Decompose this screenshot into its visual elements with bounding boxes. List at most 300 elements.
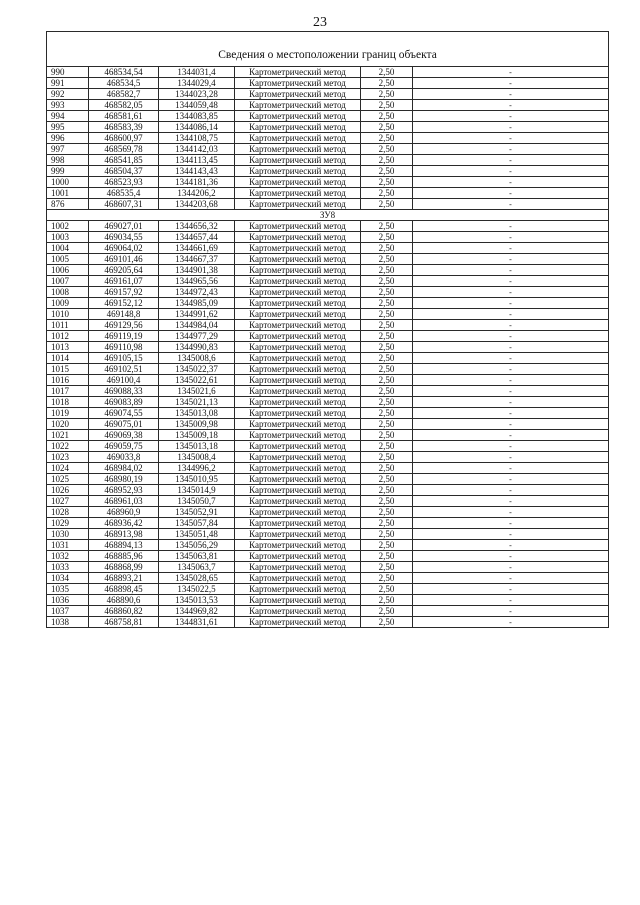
description-cell: - — [413, 518, 609, 529]
description-cell: - — [413, 298, 609, 309]
table-row — [47, 243, 609, 254]
x-coordinate-cell: 469075,01 — [89, 419, 159, 430]
method-cell: Картометрический метод — [235, 133, 361, 144]
y-coordinate-cell: 1344142,03 — [159, 144, 235, 155]
method-cell: Картометрический метод — [235, 254, 361, 265]
point-number-cell: 1006 — [47, 265, 89, 276]
method-cell: Картометрический метод — [235, 518, 361, 529]
point-number-cell: 1023 — [47, 452, 89, 463]
point-number-cell: 1028 — [47, 507, 89, 518]
y-coordinate-cell: 1345013,18 — [159, 441, 235, 452]
point-number-cell: 1003 — [47, 232, 89, 243]
table-caption-row — [47, 32, 609, 67]
method-cell: Картометрический метод — [235, 507, 361, 518]
y-coordinate-cell: 1345022,61 — [159, 375, 235, 386]
y-coordinate-cell: 1344656,32 — [159, 221, 235, 232]
y-coordinate-cell: 1345008,4 — [159, 452, 235, 463]
method-cell: Картометрический метод — [235, 78, 361, 89]
x-coordinate-cell: 469101,46 — [89, 254, 159, 265]
y-coordinate-cell: 1345014,9 — [159, 485, 235, 496]
description-cell: - — [413, 320, 609, 331]
y-coordinate-cell: 1345056,29 — [159, 540, 235, 551]
x-coordinate-cell: 469152,12 — [89, 298, 159, 309]
method-cell: Картометрический метод — [235, 309, 361, 320]
accuracy-cell: 2,50 — [361, 287, 413, 298]
accuracy-cell: 2,50 — [361, 540, 413, 551]
description-cell: - — [413, 353, 609, 364]
method-cell: Картометрический метод — [235, 562, 361, 573]
description-cell: - — [413, 199, 609, 210]
method-cell: Картометрический метод — [235, 573, 361, 584]
point-number-cell: 1037 — [47, 606, 89, 617]
description-cell: - — [413, 529, 609, 540]
accuracy-cell: 2,50 — [361, 364, 413, 375]
y-coordinate-cell: 1344972,43 — [159, 287, 235, 298]
x-coordinate-cell: 469088,33 — [89, 386, 159, 397]
accuracy-cell: 2,50 — [361, 507, 413, 518]
description-cell: - — [413, 386, 609, 397]
table-row — [47, 562, 609, 573]
table-row — [47, 166, 609, 177]
point-number-cell: 1027 — [47, 496, 89, 507]
point-number-cell: 1032 — [47, 551, 89, 562]
method-cell: Картометрический метод — [235, 166, 361, 177]
point-number-cell: 1007 — [47, 276, 89, 287]
table-row — [47, 265, 609, 276]
accuracy-cell: 2,50 — [361, 166, 413, 177]
y-coordinate-cell: 1344108,75 — [159, 133, 235, 144]
point-number-cell: 1024 — [47, 463, 89, 474]
description-cell: - — [413, 89, 609, 100]
point-number-cell: 1031 — [47, 540, 89, 551]
y-coordinate-cell: 1345057,84 — [159, 518, 235, 529]
table-row — [47, 419, 609, 430]
accuracy-cell: 2,50 — [361, 309, 413, 320]
table-row — [47, 606, 609, 617]
y-coordinate-cell: 1344031,4 — [159, 67, 235, 78]
x-coordinate-cell: 468868,99 — [89, 562, 159, 573]
point-number-cell: 1026 — [47, 485, 89, 496]
x-coordinate-cell: 468860,82 — [89, 606, 159, 617]
accuracy-cell: 2,50 — [361, 199, 413, 210]
method-cell: Картометрический метод — [235, 584, 361, 595]
page-number: 23 — [313, 15, 327, 30]
table-row — [47, 507, 609, 518]
accuracy-cell: 2,50 — [361, 254, 413, 265]
y-coordinate-cell: 1344206,2 — [159, 188, 235, 199]
y-coordinate-cell: 1344985,09 — [159, 298, 235, 309]
accuracy-cell: 2,50 — [361, 595, 413, 606]
point-number-cell: 1030 — [47, 529, 89, 540]
table-row — [47, 177, 609, 188]
x-coordinate-cell: 469083,89 — [89, 397, 159, 408]
description-cell: - — [413, 397, 609, 408]
method-cell: Картометрический метод — [235, 364, 361, 375]
x-coordinate-cell: 469110,98 — [89, 342, 159, 353]
method-cell: Картометрический метод — [235, 342, 361, 353]
accuracy-cell: 2,50 — [361, 221, 413, 232]
table-row — [47, 364, 609, 375]
point-number-cell: 1002 — [47, 221, 89, 232]
description-cell: - — [413, 463, 609, 474]
y-coordinate-cell: 1344143,43 — [159, 166, 235, 177]
y-coordinate-cell: 1345028,65 — [159, 573, 235, 584]
accuracy-cell: 2,50 — [361, 606, 413, 617]
x-coordinate-cell: 468980,19 — [89, 474, 159, 485]
x-coordinate-cell: 469157,92 — [89, 287, 159, 298]
method-cell: Картометрический метод — [235, 320, 361, 331]
table-row — [47, 67, 609, 78]
table-row — [47, 441, 609, 452]
x-coordinate-cell: 469129,56 — [89, 320, 159, 331]
method-cell: Картометрический метод — [235, 287, 361, 298]
table-row — [47, 111, 609, 122]
description-cell: - — [413, 221, 609, 232]
y-coordinate-cell: 1344667,37 — [159, 254, 235, 265]
description-cell: - — [413, 111, 609, 122]
y-coordinate-cell: 1344083,85 — [159, 111, 235, 122]
x-coordinate-cell: 468569,78 — [89, 144, 159, 155]
description-cell: - — [413, 364, 609, 375]
description-cell: - — [413, 617, 609, 628]
y-coordinate-cell: 1345022,37 — [159, 364, 235, 375]
method-cell: Картометрический метод — [235, 155, 361, 166]
accuracy-cell: 2,50 — [361, 144, 413, 155]
method-cell: Картометрический метод — [235, 89, 361, 100]
x-coordinate-cell: 468582,7 — [89, 89, 159, 100]
x-coordinate-cell: 468600,97 — [89, 133, 159, 144]
method-cell: Картометрический метод — [235, 397, 361, 408]
point-number-cell: 1035 — [47, 584, 89, 595]
table-row — [47, 584, 609, 595]
table-row — [47, 474, 609, 485]
accuracy-cell: 2,50 — [361, 419, 413, 430]
x-coordinate-cell: 469100,4 — [89, 375, 159, 386]
group-label: ЗУ8 — [47, 210, 609, 221]
point-number-cell: 1015 — [47, 364, 89, 375]
x-coordinate-cell: 468541,85 — [89, 155, 159, 166]
accuracy-cell: 2,50 — [361, 188, 413, 199]
accuracy-cell: 2,50 — [361, 617, 413, 628]
method-cell: Картометрический метод — [235, 408, 361, 419]
method-cell: Картометрический метод — [235, 375, 361, 386]
description-cell: - — [413, 144, 609, 155]
method-cell: Картометрический метод — [235, 331, 361, 342]
table-row — [47, 573, 609, 584]
table-row — [47, 485, 609, 496]
method-cell: Картометрический метод — [235, 353, 361, 364]
accuracy-cell: 2,50 — [361, 408, 413, 419]
x-coordinate-cell: 469034,55 — [89, 232, 159, 243]
y-coordinate-cell: 1344657,44 — [159, 232, 235, 243]
table-row — [47, 320, 609, 331]
description-cell: - — [413, 584, 609, 595]
point-number-cell: 990 — [47, 67, 89, 78]
description-cell: - — [413, 265, 609, 276]
table-row — [47, 155, 609, 166]
method-cell: Картометрический метод — [235, 243, 361, 254]
accuracy-cell: 2,50 — [361, 584, 413, 595]
y-coordinate-cell: 1344969,82 — [159, 606, 235, 617]
method-cell: Картометрический метод — [235, 111, 361, 122]
y-coordinate-cell: 1345052,91 — [159, 507, 235, 518]
point-number-cell: 1012 — [47, 331, 89, 342]
point-number-cell: 1013 — [47, 342, 89, 353]
point-number-cell: 1034 — [47, 573, 89, 584]
table-row — [47, 595, 609, 606]
method-cell: Картометрический метод — [235, 485, 361, 496]
accuracy-cell: 2,50 — [361, 100, 413, 111]
x-coordinate-cell: 469069,38 — [89, 430, 159, 441]
x-coordinate-cell: 468607,31 — [89, 199, 159, 210]
x-coordinate-cell: 468893,21 — [89, 573, 159, 584]
table-row — [47, 375, 609, 386]
method-cell: Картометрический метод — [235, 540, 361, 551]
point-number-cell: 991 — [47, 78, 89, 89]
table-row — [47, 89, 609, 100]
method-cell: Картометрический метод — [235, 529, 361, 540]
x-coordinate-cell: 469033,8 — [89, 452, 159, 463]
description-cell: - — [413, 485, 609, 496]
description-cell: - — [413, 551, 609, 562]
table-row — [47, 617, 609, 628]
accuracy-cell: 2,50 — [361, 342, 413, 353]
table-row — [47, 452, 609, 463]
point-number-cell: 1018 — [47, 397, 89, 408]
point-number-cell: 1010 — [47, 309, 89, 320]
table-row — [47, 254, 609, 265]
method-cell: Картометрический метод — [235, 177, 361, 188]
method-cell: Картометрический метод — [235, 276, 361, 287]
point-number-cell: 998 — [47, 155, 89, 166]
accuracy-cell: 2,50 — [361, 122, 413, 133]
description-cell: - — [413, 562, 609, 573]
description-cell: - — [413, 430, 609, 441]
accuracy-cell: 2,50 — [361, 155, 413, 166]
description-cell: - — [413, 155, 609, 166]
method-cell: Картометрический метод — [235, 551, 361, 562]
method-cell: Картометрический метод — [235, 386, 361, 397]
method-cell: Картометрический метод — [235, 441, 361, 452]
accuracy-cell: 2,50 — [361, 320, 413, 331]
accuracy-cell: 2,50 — [361, 133, 413, 144]
accuracy-cell: 2,50 — [361, 111, 413, 122]
y-coordinate-cell: 1345051,48 — [159, 529, 235, 540]
table-row — [47, 386, 609, 397]
table-row — [47, 188, 609, 199]
table-row — [47, 100, 609, 111]
x-coordinate-cell: 468890,6 — [89, 595, 159, 606]
point-number-cell: 1014 — [47, 353, 89, 364]
table-row — [47, 232, 609, 243]
point-number-cell: 1025 — [47, 474, 89, 485]
x-coordinate-cell: 468582,05 — [89, 100, 159, 111]
x-coordinate-cell: 468913,98 — [89, 529, 159, 540]
point-number-cell: 993 — [47, 100, 89, 111]
x-coordinate-cell: 468534,5 — [89, 78, 159, 89]
table-row — [47, 540, 609, 551]
table-row — [47, 133, 609, 144]
x-coordinate-cell: 468984,02 — [89, 463, 159, 474]
accuracy-cell: 2,50 — [361, 463, 413, 474]
x-coordinate-cell: 468898,45 — [89, 584, 159, 595]
table-row — [47, 342, 609, 353]
y-coordinate-cell: 1345063,81 — [159, 551, 235, 562]
y-coordinate-cell: 1344023,28 — [159, 89, 235, 100]
y-coordinate-cell: 1344984,04 — [159, 320, 235, 331]
accuracy-cell: 2,50 — [361, 573, 413, 584]
boundary-coordinates-table — [46, 31, 609, 628]
accuracy-cell: 2,50 — [361, 177, 413, 188]
accuracy-cell: 2,50 — [361, 232, 413, 243]
description-cell: - — [413, 441, 609, 452]
table-row — [47, 397, 609, 408]
accuracy-cell: 2,50 — [361, 529, 413, 540]
method-cell: Картометрический метод — [235, 419, 361, 430]
point-number-cell: 1016 — [47, 375, 89, 386]
point-number-cell: 1017 — [47, 386, 89, 397]
point-number-cell: 1019 — [47, 408, 89, 419]
method-cell: Картометрический метод — [235, 265, 361, 276]
point-number-cell: 995 — [47, 122, 89, 133]
table-row — [47, 331, 609, 342]
description-cell: - — [413, 78, 609, 89]
x-coordinate-cell: 468535,4 — [89, 188, 159, 199]
x-coordinate-cell: 468952,93 — [89, 485, 159, 496]
table-row — [47, 199, 609, 210]
y-coordinate-cell: 1345021,6 — [159, 386, 235, 397]
table-row — [47, 408, 609, 419]
table-row — [47, 529, 609, 540]
x-coordinate-cell: 468534,54 — [89, 67, 159, 78]
point-number-cell: 1036 — [47, 595, 89, 606]
accuracy-cell: 2,50 — [361, 518, 413, 529]
method-cell: Картометрический метод — [235, 595, 361, 606]
x-coordinate-cell: 469027,01 — [89, 221, 159, 232]
point-number-cell: 997 — [47, 144, 89, 155]
point-number-cell: 1033 — [47, 562, 89, 573]
accuracy-cell: 2,50 — [361, 331, 413, 342]
description-cell: - — [413, 540, 609, 551]
accuracy-cell: 2,50 — [361, 551, 413, 562]
accuracy-cell: 2,50 — [361, 353, 413, 364]
description-cell: - — [413, 133, 609, 144]
point-number-cell: 999 — [47, 166, 89, 177]
description-cell: - — [413, 474, 609, 485]
x-coordinate-cell: 468885,96 — [89, 551, 159, 562]
x-coordinate-cell: 469148,8 — [89, 309, 159, 320]
point-number-cell: 876 — [47, 199, 89, 210]
method-cell: Картометрический метод — [235, 298, 361, 309]
y-coordinate-cell: 1345063,7 — [159, 562, 235, 573]
accuracy-cell: 2,50 — [361, 276, 413, 287]
accuracy-cell: 2,50 — [361, 386, 413, 397]
table-row — [47, 122, 609, 133]
y-coordinate-cell: 1344181,36 — [159, 177, 235, 188]
method-cell: Картометрический метод — [235, 188, 361, 199]
description-cell: - — [413, 573, 609, 584]
method-cell: Картометрический метод — [235, 452, 361, 463]
description-cell: - — [413, 232, 609, 243]
description-cell: - — [413, 496, 609, 507]
y-coordinate-cell: 1345022,5 — [159, 584, 235, 595]
method-cell: Картометрический метод — [235, 67, 361, 78]
description-cell: - — [413, 177, 609, 188]
accuracy-cell: 2,50 — [361, 89, 413, 100]
method-cell: Картометрический метод — [235, 199, 361, 210]
description-cell: - — [413, 452, 609, 463]
accuracy-cell: 2,50 — [361, 474, 413, 485]
accuracy-cell: 2,50 — [361, 397, 413, 408]
method-cell: Картометрический метод — [235, 474, 361, 485]
accuracy-cell: 2,50 — [361, 67, 413, 78]
description-cell: - — [413, 331, 609, 342]
accuracy-cell: 2,50 — [361, 452, 413, 463]
method-cell: Картометрический метод — [235, 100, 361, 111]
description-cell: - — [413, 287, 609, 298]
y-coordinate-cell: 1344831,61 — [159, 617, 235, 628]
description-cell: - — [413, 408, 609, 419]
y-coordinate-cell: 1344977,29 — [159, 331, 235, 342]
x-coordinate-cell: 469074,55 — [89, 408, 159, 419]
y-coordinate-cell: 1344086,14 — [159, 122, 235, 133]
x-coordinate-cell: 468960,9 — [89, 507, 159, 518]
y-coordinate-cell: 1345008,6 — [159, 353, 235, 364]
point-number-cell: 992 — [47, 89, 89, 100]
table-row — [47, 496, 609, 507]
x-coordinate-cell: 468894,13 — [89, 540, 159, 551]
description-cell: - — [413, 606, 609, 617]
method-cell: Картометрический метод — [235, 463, 361, 474]
y-coordinate-cell: 1345009,98 — [159, 419, 235, 430]
description-cell: - — [413, 595, 609, 606]
table-row — [47, 276, 609, 287]
y-coordinate-cell: 1344991,62 — [159, 309, 235, 320]
point-number-cell: 1011 — [47, 320, 89, 331]
point-number-cell: 1022 — [47, 441, 89, 452]
accuracy-cell: 2,50 — [361, 298, 413, 309]
accuracy-cell: 2,50 — [361, 496, 413, 507]
accuracy-cell: 2,50 — [361, 265, 413, 276]
description-cell: - — [413, 243, 609, 254]
method-cell: Картометрический метод — [235, 496, 361, 507]
table-caption: Сведения о местоположении границ объекта — [47, 32, 609, 67]
description-cell: - — [413, 254, 609, 265]
point-number-cell: 994 — [47, 111, 89, 122]
table-row — [47, 463, 609, 474]
point-number-cell: 1038 — [47, 617, 89, 628]
y-coordinate-cell: 1345050,7 — [159, 496, 235, 507]
description-cell: - — [413, 342, 609, 353]
table-row — [47, 353, 609, 364]
method-cell: Картометрический метод — [235, 430, 361, 441]
group-header-row — [47, 210, 609, 221]
description-cell: - — [413, 122, 609, 133]
table-row — [47, 309, 609, 320]
y-coordinate-cell: 1345021,13 — [159, 397, 235, 408]
table-row — [47, 430, 609, 441]
x-coordinate-cell: 469102,51 — [89, 364, 159, 375]
table-row — [47, 518, 609, 529]
x-coordinate-cell: 468581,61 — [89, 111, 159, 122]
point-number-cell: 996 — [47, 133, 89, 144]
description-cell: - — [413, 188, 609, 199]
x-coordinate-cell: 468936,42 — [89, 518, 159, 529]
point-number-cell: 1001 — [47, 188, 89, 199]
description-cell: - — [413, 419, 609, 430]
x-coordinate-cell: 468523,93 — [89, 177, 159, 188]
table-row — [47, 551, 609, 562]
